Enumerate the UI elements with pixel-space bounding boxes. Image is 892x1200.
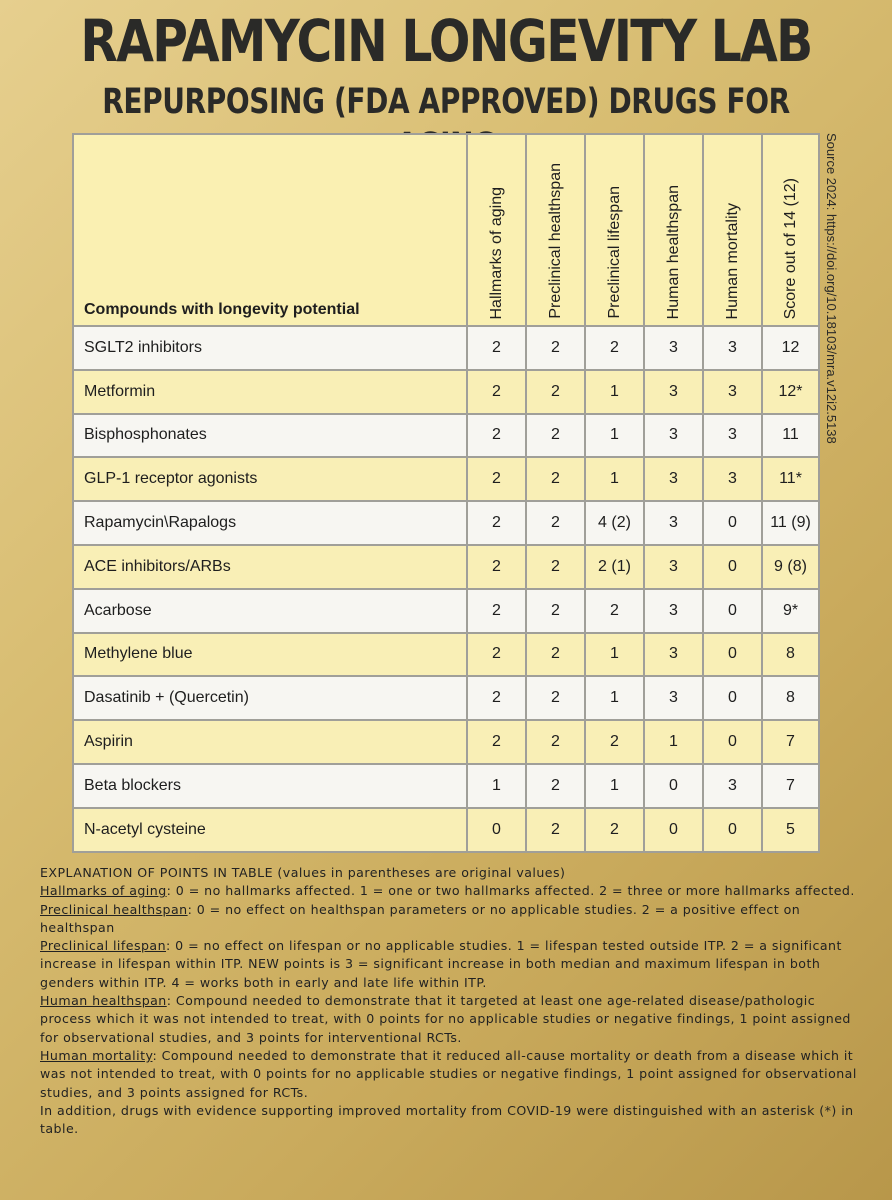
score-cell: 3 [644, 633, 703, 677]
table-row [73, 676, 819, 720]
explanation-section [40, 864, 870, 1138]
score-cell: 2 [467, 545, 526, 589]
compound-name: Acarbose [73, 589, 467, 633]
compound-name: Bisphosphonates [73, 414, 467, 458]
score-cell: 2 [526, 808, 585, 852]
score-cell: 3 [703, 457, 762, 501]
score-cell: 2 [585, 720, 644, 764]
compound-name: SGLT2 inhibitors [73, 326, 467, 370]
score-cell: 2 (1) [585, 545, 644, 589]
column-header-score: Score out of 14 (12) [762, 134, 819, 326]
score-cell: 1 [585, 457, 644, 501]
longevity-score-table [72, 133, 820, 853]
explanation-term: Human mortality [40, 1047, 153, 1063]
table-row [73, 457, 819, 501]
source-citation: Source 2024: https://doi.org/10.18103/mra.v12i2.5138 [824, 133, 839, 444]
compound-name: ACE inhibitors/ARBs [73, 545, 467, 589]
score-cell: 2 [526, 457, 585, 501]
table-row [73, 501, 819, 545]
score-cell: 11 (9) [762, 501, 819, 545]
score-cell: 0 [703, 808, 762, 852]
score-cell: 12* [762, 370, 819, 414]
score-cell: 0 [703, 545, 762, 589]
page-subtitle: REPURPOSING (FDA APPROVED) DRUGS FOR AGING [102, 82, 790, 166]
explanation-footer: In addition, drugs with evidence supporting improved mortality from COVID-19 were distinguished with an asterisk (*) in table. [40, 1102, 854, 1137]
score-cell: 3 [644, 589, 703, 633]
table-row [73, 720, 819, 764]
score-cell: 2 [467, 720, 526, 764]
compound-column-header: Compounds with longevity potential [73, 134, 467, 326]
score-cell: 12 [762, 326, 819, 370]
score-cell: 3 [644, 457, 703, 501]
table-header-row [73, 134, 819, 326]
score-cell: 8 [762, 633, 819, 677]
score-cell: 0 [703, 676, 762, 720]
score-cell: 2 [526, 501, 585, 545]
score-cell: 3 [644, 414, 703, 458]
score-cell: 0 [703, 720, 762, 764]
score-cell: 2 [467, 501, 526, 545]
score-cell: 2 [526, 720, 585, 764]
score-cell: 0 [644, 764, 703, 808]
score-cell: 2 [585, 808, 644, 852]
score-cell: 4 (2) [585, 501, 644, 545]
score-cell: 3 [644, 326, 703, 370]
score-cell: 3 [644, 370, 703, 414]
score-cell: 11 [762, 414, 819, 458]
compound-name: Methylene blue [73, 633, 467, 677]
explanation-term: Preclinical healthspan [40, 901, 188, 917]
score-cell: 2 [526, 633, 585, 677]
compound-name: Dasatinib + (Quercetin) [73, 676, 467, 720]
score-cell: 1 [585, 370, 644, 414]
score-cell: 3 [644, 501, 703, 545]
score-cell: 3 [703, 764, 762, 808]
score-cell: 3 [644, 545, 703, 589]
explanation-text: : 0 = no hallmarks affected. 1 = one or two hallmarks affected. 2 = three or more hallmarks affected. [166, 883, 855, 899]
score-cell: 2 [526, 326, 585, 370]
score-cell: 2 [526, 545, 585, 589]
score-cell: 1 [585, 414, 644, 458]
explanation-text: : Compound needed to demonstrate that it reduced all-cause mortality or death from a disease which it was not intended to treat, with 0 points for no applicable studies or negative findings, 1 point assigned for observational studies, and 3 points assigned for RCTs. [40, 1047, 857, 1100]
explanation-term: Preclinical lifespan [40, 938, 167, 954]
score-cell: 0 [644, 808, 703, 852]
score-cell: 2 [467, 414, 526, 458]
column-header-human-mortality: Human mortality [703, 134, 762, 326]
compound-name: Beta blockers [73, 764, 467, 808]
score-cell: 0 [467, 808, 526, 852]
score-cell: 1 [585, 764, 644, 808]
explanation-item [40, 937, 870, 992]
score-cell: 0 [703, 589, 762, 633]
score-cell: 2 [467, 676, 526, 720]
score-cell: 2 [467, 457, 526, 501]
score-cell: 1 [585, 676, 644, 720]
score-cell: 3 [703, 414, 762, 458]
explanation-text: : Compound needed to demonstrate that it targeted at least one age-related disease/pathologic process which it was not intended to treat, with 0 points for no applicable studies or negative findings, 1 point assigned for observational studies, and 3 points for interventional RCTs. [40, 993, 851, 1045]
score-cell: 5 [762, 808, 819, 852]
compound-name: N-acetyl cysteine [73, 808, 467, 852]
column-header-hallmarks: Hallmarks of aging [467, 134, 526, 326]
score-cell: 2 [467, 326, 526, 370]
table-row [73, 414, 819, 458]
score-cell: 11* [762, 457, 819, 501]
table-row [73, 370, 819, 414]
explanation-text: : 0 = no effect on healthspan parameters or no applicable studies. 2 = a positive effect on healthspan [40, 901, 801, 935]
column-header-preclinical-healthspan: Preclinical healthspan [526, 134, 585, 326]
page-title: RAPAMYCIN LONGEVITY LAB [80, 7, 812, 75]
column-header-preclinical-lifespan: Preclinical lifespan [585, 134, 644, 326]
score-cell: 1 [467, 764, 526, 808]
explanation-item [40, 1047, 870, 1102]
score-cell: 3 [644, 676, 703, 720]
table-row [73, 326, 819, 370]
explanation-text: : 0 = no effect on lifespan or no applicable studies. 1 = lifespan tested outside ITP. 2 = a significant increase in lifespan within ITP. NEW points is 3 = significant increase in both median and maximum lifespan in both genders within ITP. 4 = works both in early and late life within ITP. [40, 938, 842, 990]
compound-name: Metformin [73, 370, 467, 414]
score-cell: 1 [644, 720, 703, 764]
score-cell: 0 [703, 501, 762, 545]
score-cell: 9 (8) [762, 545, 819, 589]
compound-name: GLP-1 receptor agonists [73, 457, 467, 501]
score-cell: 1 [585, 633, 644, 677]
score-cell: 3 [703, 370, 762, 414]
score-cell: 7 [762, 720, 819, 764]
table-row [73, 589, 819, 633]
score-cell: 2 [526, 676, 585, 720]
score-cell: 8 [762, 676, 819, 720]
explanation-term: Human healthspan [40, 993, 167, 1009]
score-cell: 9* [762, 589, 819, 633]
table-row [73, 764, 819, 808]
score-cell: 2 [526, 764, 585, 808]
score-cell: 2 [585, 326, 644, 370]
compound-name: Rapamycin\Rapalogs [73, 501, 467, 545]
explanation-item [40, 992, 870, 1047]
score-cell: 7 [762, 764, 819, 808]
score-cell: 2 [467, 633, 526, 677]
explanation-item [40, 882, 870, 900]
score-cell: 2 [526, 414, 585, 458]
score-cell: 3 [703, 326, 762, 370]
explanation-heading: EXPLANATION OF POINTS IN TABLE (values in parentheses are original values) [40, 865, 566, 880]
table-row [73, 633, 819, 677]
score-cell: 0 [703, 633, 762, 677]
column-header-human-healthspan: Human healthspan [644, 134, 703, 326]
compound-name: Aspirin [73, 720, 467, 764]
score-cell: 2 [526, 370, 585, 414]
score-cell: 2 [585, 589, 644, 633]
explanation-term: Hallmarks of aging [40, 883, 167, 899]
explanation-item [40, 901, 870, 938]
score-cell: 2 [467, 589, 526, 633]
score-cell: 2 [526, 589, 585, 633]
table-row [73, 545, 819, 589]
score-cell: 2 [467, 370, 526, 414]
table-row [73, 808, 819, 852]
